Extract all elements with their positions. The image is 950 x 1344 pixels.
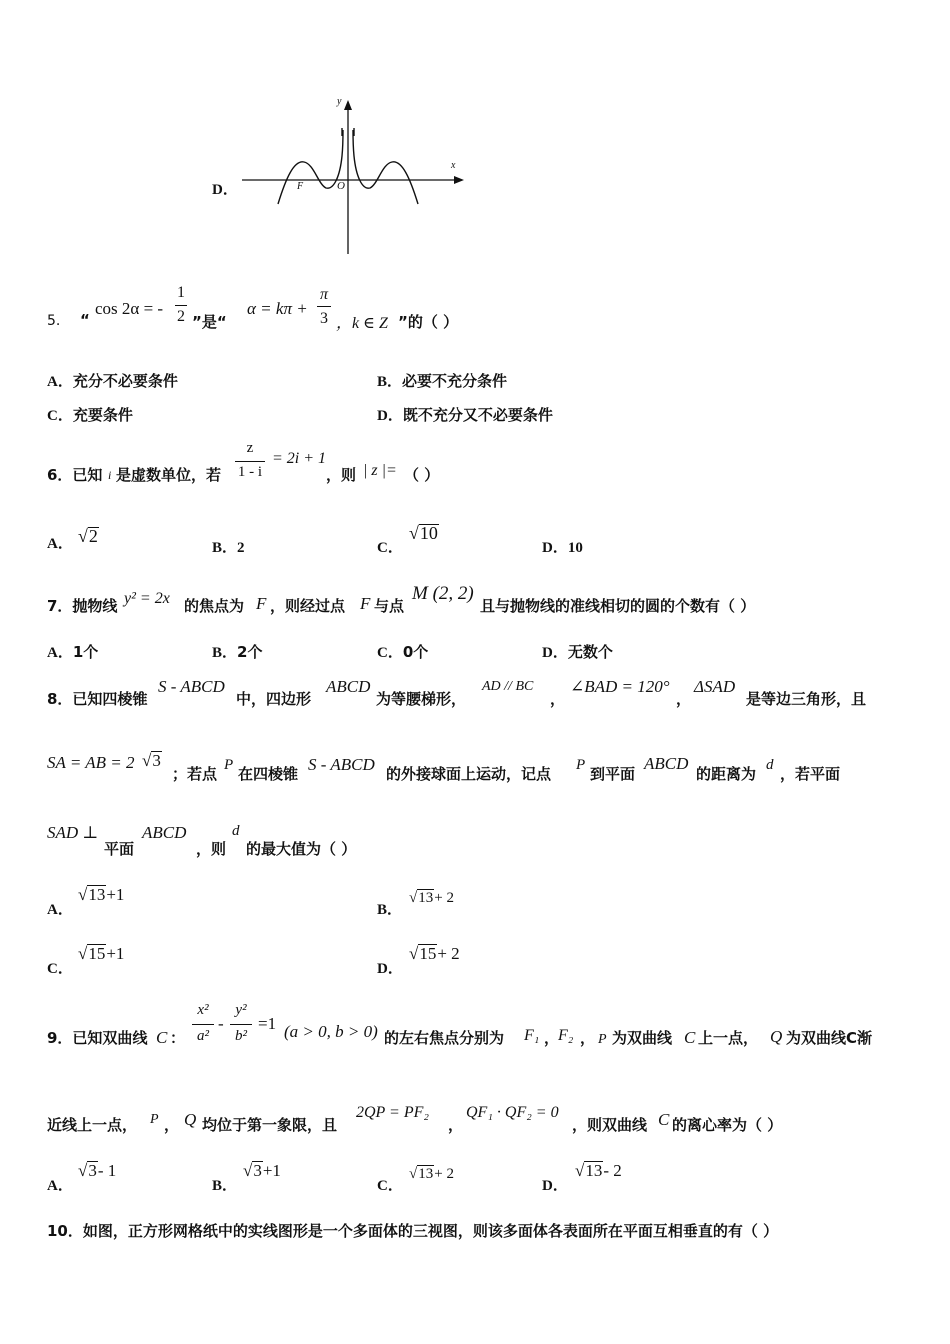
q5-quote-mid: ”是“: [192, 313, 227, 331]
q8-parallel: AD // BC: [482, 679, 534, 694]
q7-option-b-text: 2个: [237, 643, 263, 661]
q8-l3-d: d: [232, 823, 240, 839]
q6-frac-num: z: [246, 440, 254, 456]
q8-l3-t3: 的最大值为（ ）: [246, 840, 357, 858]
q6-abs: | z |=: [363, 462, 397, 479]
q8-pyramid: S - ABCD: [158, 677, 225, 696]
q5-pi-den-wrap: [316, 310, 332, 328]
q8-option-b-value: √13+ 2: [409, 890, 454, 906]
q6-option-a-radicand: 2: [88, 526, 98, 546]
q8-l2-pyramid: S - ABCD: [308, 755, 375, 774]
q6-option-a-value: √2: [78, 526, 98, 546]
q9-option-c[interactable]: [377, 1174, 403, 1195]
q6-option-d[interactable]: [542, 536, 583, 557]
q6-option-d-label: D．: [542, 540, 568, 556]
q6-option-a[interactable]: [47, 532, 73, 553]
q7-option-d[interactable]: [542, 641, 613, 662]
q7-option-a-text: 1个: [72, 643, 99, 661]
curve-left: [278, 130, 343, 204]
q5-frac-den: 2: [177, 308, 185, 325]
q9-ynum: y²: [235, 1002, 247, 1018]
q8-eq-radicand: 3: [152, 751, 161, 770]
q7-t2: ，则经过点: [270, 597, 346, 615]
q8-option-d[interactable]: [377, 957, 403, 978]
q9-f1: F₁: [524, 1027, 540, 1044]
q9-option-b[interactable]: [212, 1174, 237, 1195]
q7-option-d-label: D．: [542, 645, 568, 661]
q8-option-a-tail: +1: [106, 885, 125, 904]
q8-option-a-value: √13+1: [78, 885, 125, 904]
q9-q: Q: [770, 1027, 783, 1046]
q5-k-expr: ，k ∈ Z: [336, 315, 388, 332]
q8-l1-t3: 是等边三角形，且: [746, 690, 867, 708]
q7-option-c-label: C．: [377, 645, 403, 661]
q8-option-d-radicand: 15: [419, 944, 437, 963]
q7-option-d-text: 无数个: [567, 643, 613, 661]
q8-option-a-label: A．: [47, 902, 73, 918]
q8-option-c-radicand: 15: [88, 944, 106, 963]
q8-quad: ABCD: [326, 677, 371, 696]
q6-frac-num-wrap: [234, 440, 266, 457]
q9-l1-t3: 上一点，: [698, 1029, 759, 1047]
q7-option-b-label: B．: [212, 645, 238, 661]
q6-option-a-label: A．: [47, 536, 73, 552]
q9-option-b-tail: +1: [262, 1161, 281, 1180]
q9-yden-wrap: [228, 1028, 254, 1045]
q8-l1-t1: 中，四边形: [236, 690, 312, 708]
question-10: 10．如图，正方形网格纸中的实线图形是一个多面体的三视图，则该多面体各表面所在平面互相垂直的有（ ）: [47, 1222, 779, 1240]
y-axis-arrow: [344, 100, 352, 110]
q6-frac-den: 1 - i: [237, 464, 263, 480]
q8-l2-t3: 的外接球面上运动，记点: [386, 765, 552, 783]
q9-l1-t1: 的左右焦点分别为: [384, 1029, 505, 1047]
q9-l2-eq2: QF₁ · QF₂ = 0: [466, 1104, 559, 1121]
q9-l2-p: P: [150, 1112, 159, 1127]
q6-option-d-text: 10: [567, 540, 583, 556]
q8-l3-plane: ABCD: [142, 823, 187, 842]
q5-quote-open: “: [80, 311, 90, 329]
q8-l2-t1: ；若点: [172, 765, 218, 783]
q8-d: d: [766, 757, 774, 773]
q9-yden: b²: [235, 1028, 247, 1044]
q7-option-a-label: A．: [47, 645, 73, 661]
q6-i-symbol: i: [108, 468, 112, 482]
q9-ynum-wrap: [228, 1002, 254, 1019]
q9-option-a-label: A．: [47, 1178, 73, 1194]
q8-option-d-value: √15+ 2: [409, 944, 460, 963]
q6-frac-den-wrap: [230, 464, 270, 481]
q6-option-c-value: √10: [409, 523, 438, 543]
q9-option-d-label: D．: [542, 1178, 568, 1194]
q9-sep2: ，: [580, 1029, 596, 1047]
q8-l2-t2: 在四棱锥: [238, 765, 299, 783]
q5-fraction-half: [174, 284, 188, 302]
q9-option-d[interactable]: [542, 1174, 568, 1195]
q8-triangle: ΔSAD: [694, 677, 736, 696]
q8-option-b-radicand: 13: [418, 890, 434, 906]
q8-sep2: ，: [676, 690, 692, 708]
q9-l2-q: Q: [184, 1110, 197, 1129]
q6-rhs: = 2i + 1: [272, 450, 327, 467]
x-axis-arrow: [454, 176, 464, 184]
q5-option-b[interactable]: [377, 370, 507, 391]
q7-point-m: M (2, 2): [412, 583, 474, 604]
q8-l2-t5: 的距离为: [696, 765, 757, 783]
q9-xden-wrap: [190, 1028, 216, 1045]
q7-prefix: 7．抛物线: [47, 597, 118, 615]
q9-l2-t2: ，则双曲线: [572, 1116, 648, 1134]
q6-tail: （ ）: [404, 466, 440, 484]
q7-t4: 且与抛物线的准线相切的圆的个数有（ ）: [480, 597, 756, 615]
q8-l2-t4: 到平面: [590, 765, 636, 783]
q5-option-b-label: B．: [377, 374, 403, 390]
graph-y-label: y: [337, 96, 342, 107]
q7-option-c[interactable]: [377, 641, 428, 662]
q8-perp: SAD ⊥: [47, 823, 99, 842]
q8-angle: ∠BAD = 120°: [570, 677, 670, 696]
q9-xnum: x²: [197, 1002, 209, 1018]
q5-frac-den-wrap: [174, 308, 188, 326]
graph-point-f-label: F: [297, 181, 304, 192]
q8-l2-t6: ，若平面: [780, 765, 841, 783]
q8-p2: P: [576, 757, 586, 773]
q9-option-d-tail: - 2: [603, 1161, 622, 1180]
q9-prefix: 9．已知双曲线: [47, 1029, 148, 1047]
q7-option-b[interactable]: [212, 641, 262, 662]
q9-xden: a²: [197, 1028, 209, 1044]
q6-prefix: 6．已知: [47, 466, 103, 484]
q7-t3: 与点: [374, 597, 405, 615]
q9-l2-t0: 近线上一点，: [47, 1116, 138, 1134]
q8-l3-t2: ，则: [196, 840, 227, 858]
q8-p: P: [224, 757, 234, 773]
q5-alpha-expr: α = kπ +: [247, 299, 308, 318]
q9-option-c-label: C．: [377, 1178, 403, 1194]
q8-eq-sqrt: √3: [142, 751, 161, 770]
q9-xnum-wrap: [190, 1002, 216, 1019]
q9-minus: -: [218, 1014, 224, 1033]
q9-l1-t2: 为双曲线: [612, 1029, 673, 1047]
q9-l2-eq1: 2QP = PF₂: [356, 1104, 429, 1121]
q5-option-a-text: 充分不必要条件: [72, 372, 178, 390]
q9-option-b-value: √3+1: [243, 1161, 281, 1180]
q5-option-b-text: 必要不充分条件: [402, 372, 508, 390]
q9-option-d-radicand: 13: [585, 1161, 603, 1180]
q6-option-b[interactable]: [212, 536, 245, 557]
q8-l2-plane: ABCD: [644, 754, 689, 773]
q9-l1-t4: 为双曲线C渐: [786, 1029, 873, 1047]
q9-option-b-radicand: 3: [253, 1161, 262, 1180]
curve-right: [353, 130, 418, 204]
q5-option-c-text: 充要条件: [72, 406, 133, 424]
q8-option-d-label: D．: [377, 961, 403, 977]
q8-eq: SA = AB = 2: [47, 753, 135, 772]
function-graph: [236, 96, 468, 258]
q9-p: P: [598, 1032, 607, 1047]
q9-option-b-label: B．: [212, 1178, 238, 1194]
q9-colon: ：: [170, 1029, 186, 1047]
q8-option-b[interactable]: [377, 898, 402, 919]
q8-l1-t2: 为等腰梯形，: [376, 690, 467, 708]
q9-option-a-tail: - 1: [97, 1161, 117, 1180]
q8-option-a-radicand: 13: [88, 885, 106, 904]
q9-option-c-radicand: 13: [418, 1166, 434, 1182]
q8-option-c-value: √15+1: [78, 944, 125, 963]
q7-parabola-eq: y² = 2x: [124, 590, 170, 607]
q9-l2-c: C: [658, 1110, 670, 1129]
q6-option-c-label: C．: [377, 540, 403, 556]
q5-option-d[interactable]: [377, 404, 553, 425]
q7-f1: F: [256, 594, 267, 613]
q7-t1: 的焦点为: [184, 597, 245, 615]
q6-option-b-text: 2: [237, 540, 245, 556]
q6-option-c[interactable]: [377, 536, 403, 557]
q5-option-d-text: 既不充分又不必要条件: [402, 406, 553, 424]
graph-origin-label: O: [337, 180, 345, 192]
q7-f2: F: [360, 594, 371, 613]
q5-cos-expr: cos 2α = -: [95, 299, 164, 318]
q9-eq1: =1: [258, 1014, 277, 1033]
q5-pi-num-wrap: [316, 286, 332, 304]
q9-sep: ，: [544, 1029, 560, 1047]
q5-frac-num: 1: [177, 284, 185, 301]
q6-option-c-radicand: 10: [419, 523, 438, 543]
q9-option-c-tail: + 2: [434, 1166, 454, 1182]
q9-option-d-value: √13- 2: [575, 1161, 622, 1180]
q5-option-a[interactable]: [47, 370, 178, 391]
q5-option-c[interactable]: [47, 404, 133, 425]
q8-option-a[interactable]: [47, 898, 73, 919]
q9-cond: (a > 0, b > 0): [284, 1022, 378, 1041]
graph-x-label: x: [451, 160, 456, 171]
q5-number: 5.: [47, 313, 61, 329]
q6-mid: 是虚数单位，若: [116, 466, 222, 484]
q9-l2-sep2: ，: [448, 1116, 464, 1134]
q5-option-a-label: A．: [47, 374, 73, 390]
q5-option-d-label: D．: [377, 408, 403, 424]
q8-option-d-tail: + 2: [437, 944, 460, 963]
q8-l3-t1: 平面: [104, 840, 135, 858]
q9-option-a[interactable]: [47, 1174, 73, 1195]
q8-option-c-label: C．: [47, 961, 73, 977]
q8-option-b-tail: + 2: [434, 890, 454, 906]
q5-pi-num: π: [319, 286, 328, 303]
q9-l2-sep: ，: [164, 1116, 180, 1134]
q9-option-a-radicand: 3: [88, 1161, 97, 1180]
q9-option-a-value: √3- 1: [78, 1161, 117, 1180]
q6-option-b-label: B．: [212, 540, 238, 556]
q6-then: ，则: [326, 466, 357, 484]
q8-option-b-label: B．: [377, 902, 403, 918]
q8-sep1: ，: [550, 690, 566, 708]
option-d-label[interactable]: D．: [212, 182, 238, 198]
q5-tail: ”的（ ）: [398, 313, 459, 331]
q9-l2-t3: 的离心率为（ ）: [672, 1116, 783, 1134]
q9-option-c-value: √13+ 2: [409, 1166, 454, 1182]
q5-option-c-label: C．: [47, 408, 73, 424]
q7-option-c-text: 0个: [402, 643, 429, 661]
q7-option-a[interactable]: [47, 641, 98, 662]
q9-f2: F₂: [558, 1027, 574, 1044]
q9-c2: C: [684, 1028, 696, 1047]
q5-pi-den: 3: [320, 310, 328, 327]
q8-option-c-tail: +1: [106, 944, 125, 963]
q9-c: C: [156, 1028, 168, 1047]
q8-prefix: 8．已知四棱锥: [47, 690, 148, 708]
q9-l2-t1: 均位于第一象限，且: [202, 1116, 338, 1134]
q8-option-c[interactable]: [47, 957, 73, 978]
